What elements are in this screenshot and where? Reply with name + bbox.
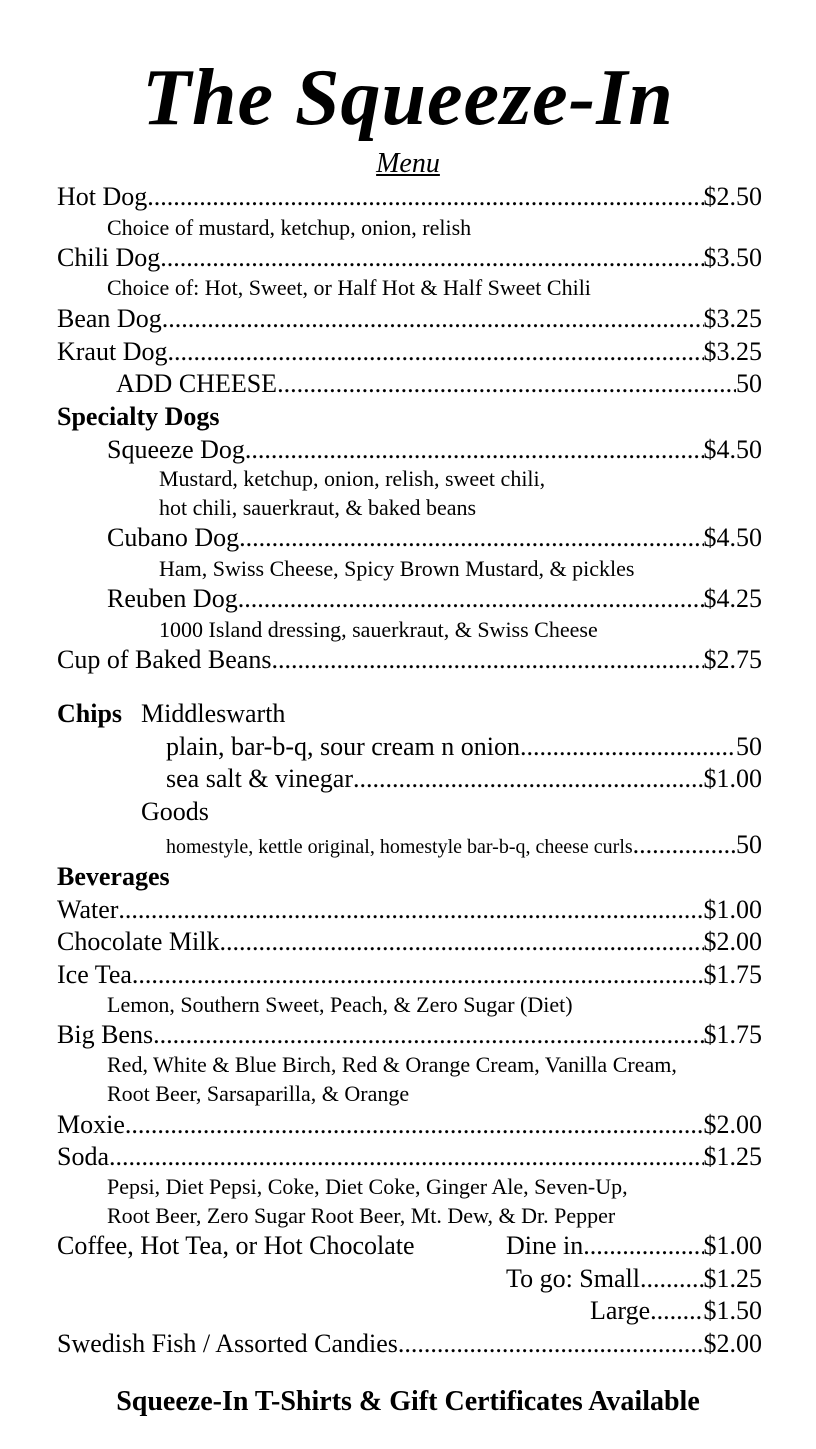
item-price: $2.00 <box>703 927 762 956</box>
item-name: Big Bens <box>57 1020 154 1049</box>
item-name: Large <box>590 1296 651 1325</box>
menu-item-chips-sea-salt <box>166 764 762 794</box>
item-name: Hot Dog <box>57 182 148 211</box>
item-price: $1.25 <box>703 1142 762 1171</box>
leader-dots <box>633 830 736 860</box>
item-name: Cubano Dog <box>107 523 240 552</box>
item-name: plain, bar-b-q, sour cream n onion <box>166 732 520 761</box>
menu-subtitle: Menu <box>376 148 440 179</box>
item-price: $1.00 <box>703 764 762 793</box>
leader-dots <box>271 645 703 675</box>
leader-dots <box>147 182 703 212</box>
menu-item-big-bens <box>57 1020 762 1050</box>
menu-item-chili-dog <box>57 243 762 273</box>
leader-dots <box>353 764 704 794</box>
item-name: homestyle, kettle original, homestyle bar-b-q, cheese curls <box>166 836 633 858</box>
item-price: $2.50 <box>703 182 762 211</box>
item-description: Pepsi, Diet Pepsi, Coke, Diet Coke, Ginger Ale, Seven-Up, <box>107 1174 628 1199</box>
item-description: Choice of mustard, ketchup, onion, relish <box>107 215 472 240</box>
item-name: Cup of Baked Beans <box>57 645 272 674</box>
item-price: 50 <box>736 830 762 859</box>
item-description: Mustard, ketchup, onion, relish, sweet chili, <box>159 466 546 491</box>
item-price: $4.25 <box>703 584 762 613</box>
leader-dots <box>650 1296 703 1326</box>
item-price: $1.75 <box>703 1020 762 1049</box>
item-price: $1.00 <box>703 1231 762 1260</box>
item-price: $1.50 <box>703 1296 762 1325</box>
leader-dots <box>398 1329 704 1359</box>
item-price: $2.75 <box>703 645 762 674</box>
item-name: Chili Dog <box>57 243 161 272</box>
chips-brand-goods: Goods <box>141 797 209 826</box>
item-name: Squeeze Dog <box>107 435 245 464</box>
menu-item-soda <box>57 1142 762 1172</box>
menu-item-chocolate-milk <box>57 927 762 957</box>
item-name: Reuben Dog <box>107 584 238 613</box>
leader-dots <box>132 960 704 990</box>
item-price: $3.25 <box>703 304 762 333</box>
leader-dots <box>118 895 703 925</box>
leader-dots <box>219 927 703 957</box>
chips-brand-middleswarth: Middleswarth <box>141 699 286 728</box>
leader-dots <box>109 1142 704 1172</box>
item-price: $2.00 <box>703 1329 762 1358</box>
item-description: Root Beer, Zero Sugar Root Beer, Mt. Dew, & Dr. Pepper <box>107 1203 616 1228</box>
leader-dots <box>167 337 703 367</box>
menu-item-baked-beans <box>57 645 762 675</box>
item-price: $1.75 <box>703 960 762 989</box>
leader-dots <box>162 304 704 334</box>
leader-dots <box>277 369 736 399</box>
menu-item-large <box>590 1296 762 1326</box>
item-price: $4.50 <box>703 523 762 552</box>
menu-item-squeeze-dog <box>107 435 762 465</box>
menu-item-moxie <box>57 1110 762 1140</box>
item-name: Chocolate Milk <box>57 927 220 956</box>
item-description: hot chili, sauerkraut, & baked beans <box>159 495 477 520</box>
item-price: $3.50 <box>703 243 762 272</box>
leader-dots <box>153 1020 703 1050</box>
section-heading-beverages: Beverages <box>57 862 170 891</box>
item-description: 1000 Island dressing, sauerkraut, & Swiss Cheese <box>159 617 598 642</box>
item-description: Root Beer, Sarsaparilla, & Orange <box>107 1081 410 1106</box>
leader-dots <box>125 1110 704 1140</box>
item-name: Ice Tea <box>57 960 132 989</box>
leader-dots <box>245 435 704 465</box>
item-name: Moxie <box>57 1110 125 1139</box>
item-name: sea salt & vinegar <box>166 764 353 793</box>
menu-item-coffee: Coffee, Hot Tea, or Hot Chocolate <box>57 1231 415 1260</box>
item-description: Choice of: Hot, Sweet, or Half Hot & Half Sweet Chili <box>107 275 591 300</box>
item-name: Swedish Fish / Assorted Candies <box>57 1329 398 1358</box>
item-name: Kraut Dog <box>57 337 168 366</box>
item-price: 50 <box>736 732 762 761</box>
menu-item-cubano-dog <box>107 523 762 553</box>
item-name: To go: Small <box>506 1264 640 1293</box>
section-heading-chips: Chips <box>57 699 123 728</box>
menu-item-reuben-dog <box>107 584 762 614</box>
item-name: Bean Dog <box>57 304 162 333</box>
item-price: $1.25 <box>703 1264 762 1293</box>
menu-item-water <box>57 895 762 925</box>
leader-dots <box>520 732 736 762</box>
menu-item-chips-plain <box>166 732 762 762</box>
menu-item-dine-in <box>506 1231 762 1261</box>
item-price: $2.00 <box>703 1110 762 1139</box>
leader-dots <box>160 243 703 273</box>
menu-item-bean-dog <box>57 304 762 334</box>
menu-item-hot-dog <box>57 182 762 212</box>
leader-dots <box>583 1231 703 1261</box>
menu-item-candies <box>57 1329 762 1359</box>
page-title: The Squeeze-In <box>142 54 674 142</box>
item-name: Water <box>57 895 119 924</box>
menu-item-add-cheese <box>116 369 762 399</box>
leader-dots <box>238 584 704 614</box>
menu-item-to-go-small <box>506 1264 762 1294</box>
item-price: 50 <box>736 369 762 398</box>
item-description: Red, White & Blue Birch, Red & Orange Cream, Vanilla Cream, <box>107 1052 677 1077</box>
item-name: Dine in <box>506 1231 584 1260</box>
section-heading-specialty: Specialty Dogs <box>57 402 220 431</box>
item-price: $1.00 <box>703 895 762 924</box>
menu-item-chips-goods <box>166 830 762 862</box>
menu-item-kraut-dog <box>57 337 762 367</box>
leader-dots <box>239 523 703 553</box>
leader-dots <box>640 1264 704 1294</box>
item-description: Lemon, Southern Sweet, Peach, & Zero Sugar (Diet) <box>107 992 573 1017</box>
item-name: ADD CHEESE <box>116 369 278 398</box>
item-description: Ham, Swiss Cheese, Spicy Brown Mustard, & pickles <box>159 556 635 581</box>
menu-item-ice-tea <box>57 960 762 990</box>
footer-note: Squeeze-In T-Shirts & Gift Certificates Available <box>116 1386 700 1417</box>
item-price: $4.50 <box>703 435 762 464</box>
item-price: $3.25 <box>703 337 762 366</box>
item-name: Soda <box>57 1142 109 1171</box>
